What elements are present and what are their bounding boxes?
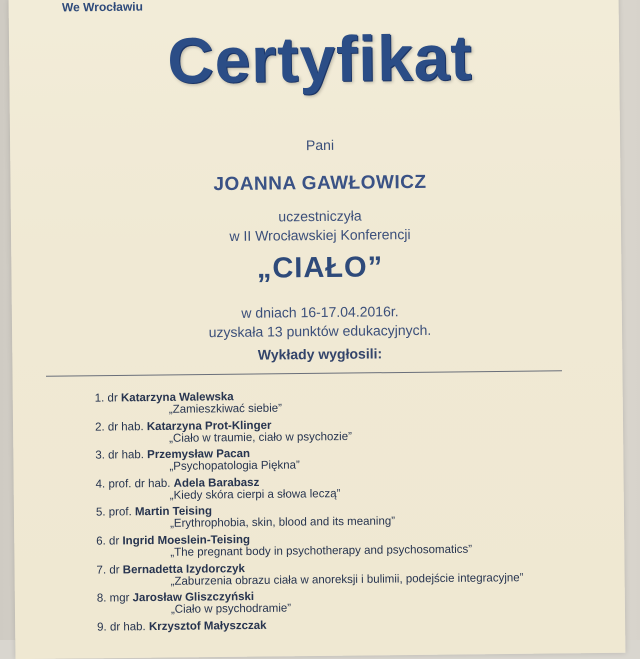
lecturer-name: Bernadetta Izydorczyk [122,562,245,576]
lecture-number: 7. [96,564,107,577]
lecturer-name: Jarosław Gliszczyński [132,591,255,605]
lecture-topic: „Zaburzenia obrazu ciała w anoreksji i bulimii, podejście integracyjne” [170,571,524,588]
lecturer-title: prof. [108,506,132,519]
lecture-number: 9. [97,621,107,634]
lecturer-title: dr hab. [107,420,144,434]
education-points: uzyskała 13 punktów edukacyjnych. [208,321,432,341]
lecturer-name: Krzysztof Małyszczak [148,619,267,633]
lecture-topic: „The pregnant body in psychotherapy and psychosomatics” [170,543,473,559]
lecturer-title: dr hab. [108,449,144,462]
organization-name [62,0,143,14]
lecture-topic: „Kiedy skóra cierpi a słowa leczą” [169,487,341,502]
salutation: Pani [305,136,335,154]
list-item [97,616,597,650]
lecture-number: 8. [96,592,107,605]
organization-line: We Wrocławiu [61,0,143,15]
lecturer-title: dr [108,535,120,548]
lecture-number: 5. [95,506,106,519]
lecturer-title: mgr [109,592,130,605]
lecture-topic: „Psychopatologia Piękna” [169,459,300,474]
lecturers-heading: Wykłady wygłosili: [257,345,383,363]
lecture-topic: „Zamieszkiwać siebie” [168,402,283,416]
lecturer-title: prof. dr hab. [108,477,171,491]
lecture-number: 1. [94,392,105,405]
lecture-list [95,387,598,650]
lecturer-name: Katarzyna Prot-Klinger [146,419,272,433]
recipient-name: JOANNA GAWŁOWICZ [213,171,427,196]
lecturer-name: Ingrid Moeslein-Teising [122,533,251,548]
lecture-number: 2. [94,421,105,434]
participation-line-1: uczestniczyła [278,207,362,225]
lecturer-name: Przemysław Pacan [147,448,251,462]
lecture-topic: „Ciało w psychodramie” [170,602,292,616]
lecturer-title: dr hab. [109,620,146,634]
conference-name: „CIAŁO” [256,251,384,285]
lecturer-name: Martin Teising [134,505,213,519]
lecturer-title: dr [107,392,118,405]
lecture-topic: „Erythrophobia, skin, blood and its meaning” [169,515,396,531]
lecture-number: 6. [96,535,106,548]
participation-line-2: w II Wrocławskiej Konferencji [229,226,411,244]
lecturer-title: dr [109,563,120,577]
lecture-number: 4. [95,478,106,491]
lecture-number: 3. [95,449,105,462]
lecturer-name: Katarzyna Walewska [120,391,234,405]
lecture-topic: „Ciało w traumie, ciało w psychozie” [169,430,352,445]
lecturer-name: Adela Barabasz [173,476,260,490]
conference-dates: w dniach 16-17.04.2016r. [241,303,399,321]
certificate-title: Certyfikat [167,21,473,97]
